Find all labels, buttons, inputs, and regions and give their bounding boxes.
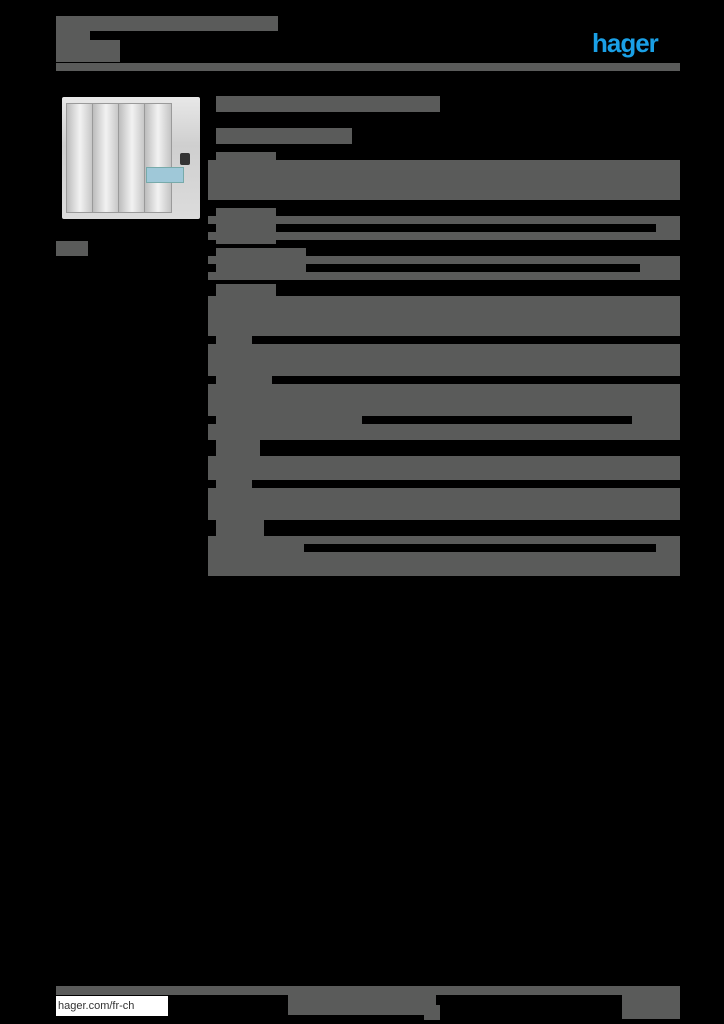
section-body xyxy=(208,296,680,336)
product-reference-code xyxy=(56,241,88,256)
section-value xyxy=(656,216,680,240)
section-body xyxy=(208,456,680,480)
product-label xyxy=(146,167,184,183)
footer-page-number xyxy=(622,986,680,1019)
section-body xyxy=(208,160,680,200)
product-image xyxy=(62,97,200,219)
section-row xyxy=(208,216,680,224)
footer-rule xyxy=(56,986,680,995)
section-value xyxy=(656,536,680,576)
section-value xyxy=(640,256,680,280)
section-label xyxy=(216,400,362,432)
header-subtitle-block xyxy=(56,40,120,62)
product-short-description xyxy=(216,128,352,144)
section-row xyxy=(208,272,680,280)
section-row xyxy=(208,232,680,240)
section-value xyxy=(632,400,680,432)
hager-logo: hager xyxy=(592,28,658,58)
section-body xyxy=(208,344,680,376)
section-row xyxy=(208,256,680,264)
footer-center-text-tail xyxy=(424,1005,440,1020)
header-rule xyxy=(56,63,680,71)
section-body xyxy=(208,552,680,576)
section-body xyxy=(208,488,680,520)
product-name xyxy=(216,96,440,112)
footer-website-link[interactable]: hager.com/fr-ch xyxy=(56,996,168,1016)
product-knob xyxy=(180,153,190,165)
footer-center-text xyxy=(288,995,436,1015)
